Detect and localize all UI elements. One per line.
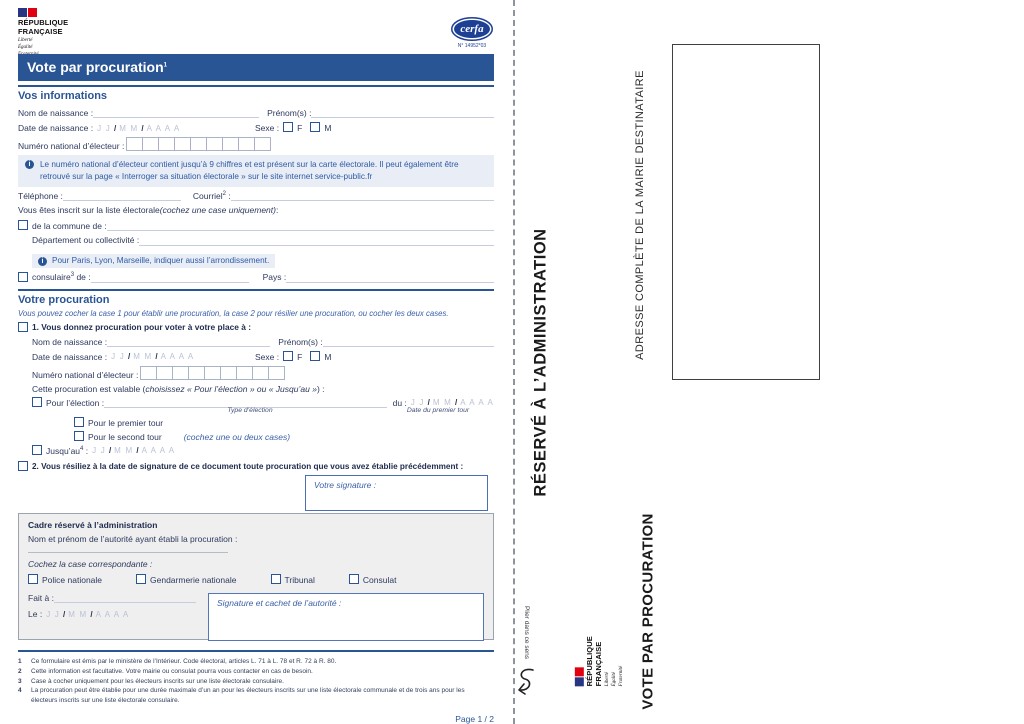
jusquau-label: $Jusqu’au^4$ : xyxy=(46,445,89,456)
checkbox-tribunal[interactable] xyxy=(271,574,281,584)
info-icon: i xyxy=(38,257,47,266)
cerfa-logo: cerfa xyxy=(451,17,493,41)
case2-label: 2. Vous résiliez à la date de signature de ce document toute procuration que vous avez établie précédemment : xyxy=(32,462,464,472)
checkbox-gendarmerie[interactable] xyxy=(136,574,146,584)
option-consulat: Consulat xyxy=(349,574,397,585)
fait-a-label: Fait à : xyxy=(28,593,54,603)
case1-label: 1. Vous donnez procuration pour voter à votre place à : xyxy=(32,322,252,333)
proxy-firstname-label: Prénom(s) : xyxy=(278,336,323,347)
footer-divider xyxy=(18,650,494,652)
case1-row xyxy=(18,322,494,333)
section-heading-infos: Vos informations xyxy=(18,90,108,102)
phone-field[interactable] xyxy=(63,191,181,201)
footnote-4: 4 La procuration peut être établie pour une durée maximale d’un an pour les électeurs inscrits sur une liste électorale communale et de trois ans pour les électeurs inscrits sur une liste électorale consulaire. xyxy=(18,687,465,704)
admin-date-field[interactable]: J J / M M / A A A A xyxy=(46,609,130,619)
departement-field[interactable] xyxy=(139,236,494,246)
checkbox-proxy-sex-m[interactable] xyxy=(310,351,320,361)
pays-field[interactable] xyxy=(286,273,494,283)
checkbox-pour-election[interactable] xyxy=(32,397,42,407)
checkbox-sex-m[interactable] xyxy=(310,122,320,132)
proxy-name-row xyxy=(32,337,494,347)
email-label: Courriel$^2$ : xyxy=(192,190,231,201)
section-divider xyxy=(18,289,494,291)
proxy-birthdate-sex-row: Date de naissance : J J / M M / A A A A Sexe : F M xyxy=(32,351,332,362)
cerfa-number: N° 14952*03 xyxy=(457,43,487,49)
first-round-date-field[interactable]: J J / M M / A A A A xyxy=(410,398,494,408)
checkbox-case1[interactable] xyxy=(18,322,28,332)
birthdate-field[interactable]: J J / M M / A A A A xyxy=(97,123,181,133)
jusquau-date-field[interactable]: J J / M M / A A A A xyxy=(92,446,176,456)
elector-number-field[interactable] xyxy=(127,137,271,151)
email-field[interactable] xyxy=(231,191,494,201)
elector-number-row xyxy=(18,137,494,151)
du-label: du : xyxy=(392,397,407,408)
checkbox-second-tour[interactable] xyxy=(74,431,84,441)
footnote-1: 1 Ce formulaire est émis par le ministère de l’Intérieur. Code électoral, articles L. 71 à L. 78 et R. 72 à R. 80. xyxy=(18,658,337,665)
elector-number-notice xyxy=(18,155,494,187)
sex-f-label: F xyxy=(297,123,303,133)
proxy-birthdate-label: Date de naissance : xyxy=(32,351,108,362)
proxy-elector-number-label: Numéro national d’électeur : xyxy=(32,369,139,380)
admin-reserved-box xyxy=(18,513,494,640)
checkbox-consulat[interactable] xyxy=(349,574,359,584)
proxy-elector-number-field[interactable] xyxy=(141,366,285,380)
option-tribunal: Tribunal xyxy=(271,574,315,585)
validity-line: Cette procuration est valable ( choisissez « Pour l’élection » ou « Jusqu’au » ) : xyxy=(32,383,325,394)
paris-notice-wrap xyxy=(32,250,494,272)
phone-label: Téléphone : xyxy=(18,190,63,201)
motto-text: Liberté Égalité xyxy=(18,38,33,50)
cerfa-badge xyxy=(451,17,493,49)
form-title: Vote par procuration$^1$ xyxy=(18,54,494,81)
french-flag-icon xyxy=(575,636,584,686)
your-signature-box[interactable]: Votre signature : xyxy=(305,475,488,511)
authority-field[interactable] xyxy=(28,544,228,553)
option-gendarmerie: Gendarmerie nationale xyxy=(136,574,236,585)
registered-line: Vous êtes inscrit sur la liste électorale (cochez une case uniquement) : xyxy=(18,205,279,216)
footnote-2: 2 Cette information est facultative. Votre mairie ou consulat pourra vous contacter en cas de besoin. xyxy=(18,667,313,675)
paris-notice: i Pour Paris, Lyon, Marseille, indiquer aussi l’arrondissement. xyxy=(32,254,275,268)
checkbox-police[interactable] xyxy=(28,574,38,584)
le-label: Le : xyxy=(28,609,43,620)
firstname-field[interactable] xyxy=(311,108,494,118)
mairie-address-vertical: ADRESSE COMPLÈTE DE LA MAIRIE DESTINATAIRE xyxy=(634,70,646,360)
page-number: Page 1 / 2 xyxy=(455,713,494,724)
mairie-address-box[interactable] xyxy=(672,44,820,380)
commune-field[interactable] xyxy=(107,221,494,231)
elector-number-label: Numéro national d’électeur : xyxy=(18,141,125,151)
section-heading-procuration: Votre procuration xyxy=(18,293,110,306)
first-round-row: Pour le premier tour xyxy=(74,417,494,428)
second-round-row: Pour le second tour (cochez une ou deux cases) xyxy=(74,431,494,442)
commune-row xyxy=(18,220,494,231)
birth-name-label: Nom de naissance : xyxy=(18,108,94,118)
footnotes-area xyxy=(18,650,494,724)
form-body xyxy=(18,81,494,511)
checkbox-premier-tour[interactable] xyxy=(74,417,84,427)
election-type-caption: Type d’élection xyxy=(227,406,273,414)
checkbox-commune[interactable] xyxy=(18,220,28,230)
fold-hint: Plier dans ce sens xyxy=(523,605,531,659)
notice-text: Le numéro national d’électeur contient jusqu’à 9 chiffres et est présent sur la carte électorale. Il peut également être retrouvé sur la page « Interroger sa situation électorale » sur le site internet service-public.fr xyxy=(40,160,459,182)
french-flag-icon xyxy=(18,8,68,17)
case2-row xyxy=(18,461,494,472)
contact-row xyxy=(18,191,494,201)
consulaire-label: consulaire$^3$ de : xyxy=(32,272,91,283)
republique-francaise-logo xyxy=(18,8,68,59)
reserved-admin-vertical: RÉSERVÉ À L’ADMINISTRATION xyxy=(531,227,550,497)
fold-dashed-line xyxy=(513,0,515,724)
admin-box-title: Cadre réservé à l’administration xyxy=(28,520,158,530)
rounds-note: (cochez une ou deux cases) xyxy=(183,431,291,442)
option-police: Police nationale xyxy=(28,574,102,585)
proxy-elector-number-row xyxy=(32,366,494,380)
proxy-birth-name-field[interactable] xyxy=(107,337,270,347)
proxy-sex-label: Sexe : xyxy=(255,351,280,362)
pour-election-label: Pour l’élection : xyxy=(46,397,105,408)
birthdate-sex-row xyxy=(18,122,494,133)
election-captions xyxy=(18,407,494,414)
birth-name-field[interactable] xyxy=(93,108,259,118)
until-row xyxy=(32,445,494,456)
footnote-3: 3 Case à cocher uniquement pour les électeurs inscrits sur une liste électorale consulaire. xyxy=(18,677,284,685)
checkbox-consulaire[interactable] xyxy=(18,272,28,282)
procuration-intro: Vous pouvez cocher la case 1 pour établir une procuration, la case 2 pour résilier une procuration, ou cocher les deux cases. xyxy=(18,308,449,318)
republique-logo-text: RÉPUBLIQUE FRANÇAISE xyxy=(18,18,69,36)
commune-label: de la commune de : xyxy=(32,221,107,232)
fait-a-field[interactable] xyxy=(54,593,196,603)
authority-label: Nom et prénom de l’autorité ayant établi la procuration : xyxy=(28,534,238,544)
sex-label: Sexe : xyxy=(255,123,280,133)
proxy-firstname-field[interactable] xyxy=(323,337,494,347)
name-row xyxy=(18,108,494,118)
checkbox-jusquau[interactable] xyxy=(32,445,42,455)
authority-options xyxy=(28,574,484,585)
first-round-caption: Date du premier tour xyxy=(406,406,470,414)
departement-label: Département ou collectivité : xyxy=(32,235,140,246)
birthdate-label: Date de naissance : xyxy=(18,123,94,133)
departement-row xyxy=(32,235,494,245)
authority-signature-box[interactable]: Signature et cachet de l’autorité : xyxy=(208,593,484,641)
vote-par-procuration-vertical: VOTE PAR PROCURATION xyxy=(639,512,657,710)
pays-label: Pays : xyxy=(262,272,287,283)
info-icon: i xyxy=(25,160,34,169)
admin-check-instruction: Cochez la case correspondante : xyxy=(28,559,153,569)
checkbox-case2[interactable] xyxy=(18,461,28,471)
consulaire-field[interactable] xyxy=(91,273,249,283)
firstname-label: Prénom(s) : xyxy=(267,108,312,118)
sex-m-label: M xyxy=(324,123,332,133)
checkbox-proxy-sex-f[interactable] xyxy=(283,351,293,361)
checkbox-sex-f[interactable] xyxy=(283,122,293,132)
proxy-birth-name-label: Nom de naissance : xyxy=(32,336,108,347)
republique-logo-rotated: RÉPUBLIQUE FRANÇAISE Liberté Égalité Fraternité xyxy=(560,618,640,704)
proxy-birthdate-field[interactable]: J J / M M / A A A A xyxy=(111,352,195,362)
consulaire-row xyxy=(18,272,494,283)
section-divider xyxy=(18,85,494,87)
fold-direction-arrow-icon xyxy=(512,666,538,696)
